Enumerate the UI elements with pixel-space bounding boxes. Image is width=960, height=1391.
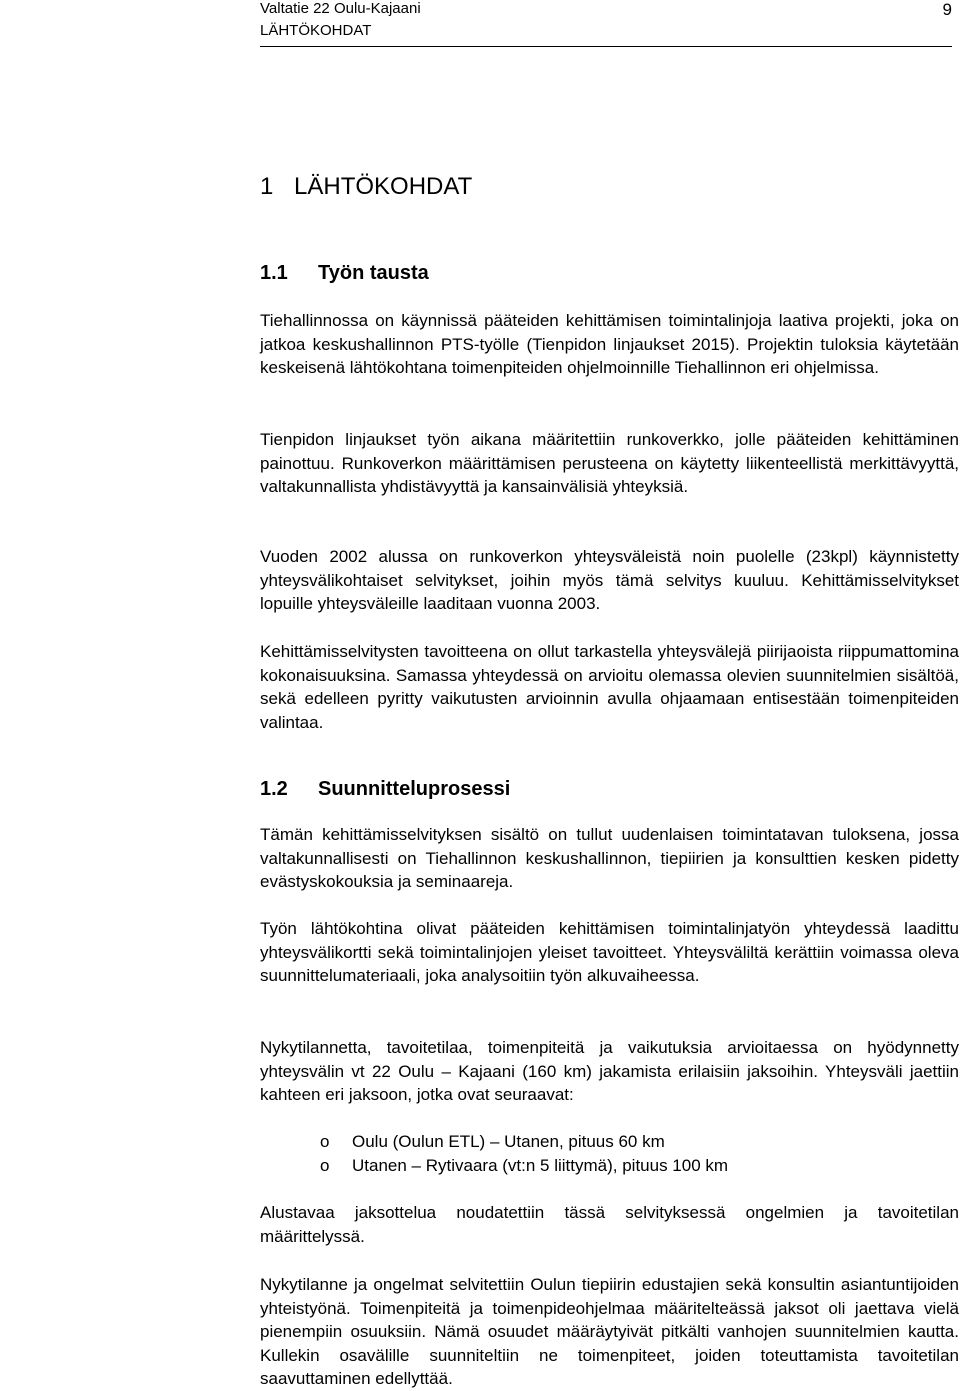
chapter-title: LÄHTÖKOHDAT [294, 173, 473, 200]
section-title: Suunnitteluprosessi [318, 778, 511, 800]
paragraph: Kehittämisselvitysten tavoitteena on ollut tarkastella yhteysvälejä piirijaoista riippumattomina kokonaisuuksina. Samassa yhteydessä on arvioitu olemassa olevien suunnitelmien sisältöä, sekä edelleen pyritty vaikutusten arvioinnin avulla ohjaamaan entisestään toimenpiteiden valintaa. [260, 642, 959, 732]
bullet-marker: o [320, 1155, 330, 1175]
paragraph: Nykytilannetta, tavoitetilaa, toimenpiteitä ja vaikutuksia arvioitaessa on hyödynnetty yhteysvälin vt 22 Oulu – Kajaani (160 km) jakamista erilaisiin jaksoihin. Yhteysväli jaettiin kahteen eri jaksoon, jotka ovat seuraavat: [260, 1038, 959, 1104]
bullet-list [260, 1130, 959, 1177]
section-number: 1.2 [260, 778, 288, 800]
header-divider [260, 46, 952, 47]
paragraph: Tiehallinnossa on käynnissä pääteiden kehittämisen toimintalinjoja laativa projekti, joka on jatkoa keskushallinnon PTS-työlle (Tienpidon linjaukset 2015). Projektin tuloksia käytetään keskeisenä lähtökohtana toimenpiteiden ohjelmoinnille Tiehallinnon eri ohjelmissa. [260, 311, 959, 377]
section-title: Työn tausta [318, 262, 429, 284]
paragraph: Tienpidon linjaukset työn aikana määritettiin runkoverkko, jolle pääteiden kehittäminen painottuu. Runkoverkon määrittämisen perusteena on käytetty liikenteellistä merkittävyyttä, valtakunnallista yhdistävyyttä ja kansainvälisiä yhteyksiä. [260, 430, 959, 496]
paragraph: Alustavaa jaksottelua noudatettiin tässä selvityksessä ongelmien ja tavoitetilan määrittelyssä. [260, 1203, 959, 1246]
bullet-marker: o [320, 1132, 330, 1151]
paragraph: Työn lähtökohtina olivat pääteiden kehittämisen toimintalinjatyön yhteydessä laadittu yhteysvälikortti sekä toimintalinjojen yleiset tavoitteet. Yhteysväliltä kerättiin voimassa oleva suunnittelumateriaali, joka analysoitiin työn alkuvaiheessa. [260, 919, 959, 985]
section-number: 1.1 [260, 262, 288, 284]
list-item-text: Utanen – Rytivaara (vt:n 5 liittymä), pituus 100 km [352, 1155, 729, 1175]
chapter-number: 1 [260, 173, 274, 200]
paragraph: Tämän kehittämisselvityksen sisältö on tullut uudenlaisen toimintatavan tuloksena, jossa valtakunnallisesti on Tiehallinnon keskushallinnon, tiepiirien ja konsulttien kesken pidetty evästyskokouksia ja seminaareja. [260, 825, 959, 891]
paragraph: Nykytilanne ja ongelmat selvitettiin Oulun tiepiirin edustajien sekä konsultin asiantuntijoiden yhteistyönä. Toimenpiteitä ja toimenpideohjelmaa määritelteässä jaksot oli jaettava vielä pienempiin osuuksiin. Nämä osuudet määräytyivät pitkälti vanhojen suunnitelmien kautta. Kullekin osavälille suunniteltiin ne toimenpiteet, joiden toteuttamista tavoitetilan saavuttaminen edellyttää. [260, 1275, 959, 1388]
list-item [260, 1130, 959, 1154]
page-number: 9 [942, 0, 952, 19]
chapter-heading [260, 173, 472, 201]
section-heading-1-2 [260, 777, 510, 801]
list-item [260, 1154, 959, 1178]
list-item-text: Oulu (Oulun ETL) – Utanen, pituus 60 km [352, 1132, 665, 1151]
document-title: Valtatie 22 Oulu-Kajaani [260, 0, 421, 17]
section-heading-1-1 [260, 261, 429, 285]
paragraph: Vuoden 2002 alussa on runkoverkon yhteysväleistä noin puolelle (23kpl) käynnistetty yhteysvälikohtaiset selvitykset, joihin myös tämä selvitys kuuluu. Kehittämisselvitykset lopuille yhteysväleille laaditaan vuonna 2003. [260, 547, 959, 613]
header-section-name: LÄHTÖKOHDAT [260, 22, 372, 39]
page-header [260, 0, 952, 46]
